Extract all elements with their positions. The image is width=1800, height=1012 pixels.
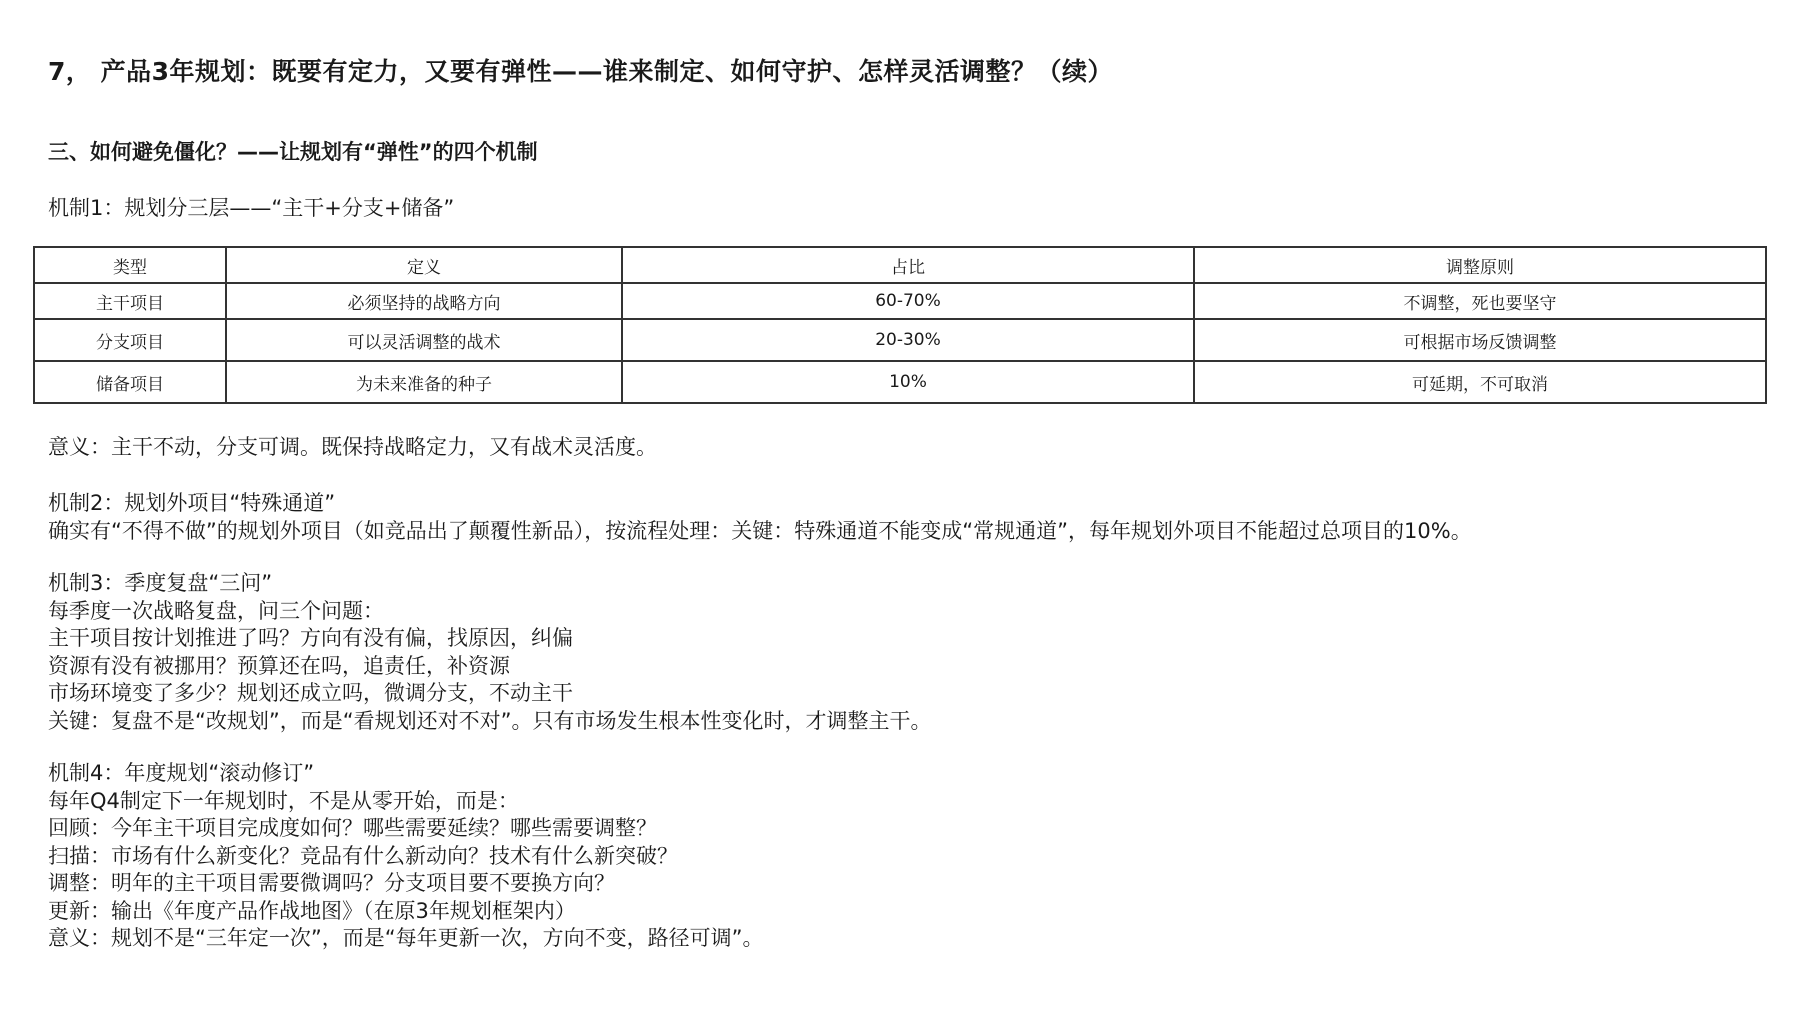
mechanism1-heading: 机制1：规划分三层——“主干+分支+储备” [48,196,455,220]
table-cell: 可根据市场反馈调整 [1194,319,1766,361]
table-cell: 储备项目 [34,361,226,403]
mechanism1-meaning: 意义：主干不动，分支可调。既保持战略定力，又有战术灵活度。 [48,435,657,459]
table-cell: 主干项目 [34,283,226,319]
mechanism2-heading: 机制2：规划外项目“特殊通道” [48,491,336,515]
table-cell: 必须坚持的战略方向 [226,283,622,319]
mechanism2-section [48,490,1472,545]
mechanism4-line: 每年Q4制定下一年规划时，不是从零开始，而是： [48,788,519,813]
table-header-cell: 定义 [226,247,622,283]
mechanism4-line: 扫描：市场有什么新变化？竞品有什么新动向？技术有什么新突破？ [48,843,678,868]
mechanism3-line: 每季度一次战略复盘，问三个问题： [48,598,384,623]
table-header-cell: 占比 [622,247,1194,283]
mechanism4-line: 调整：明年的主干项目需要微调吗？分支项目要不要换方向？ [48,871,615,895]
table-row [34,361,1766,403]
table-cell: 可延期，不可取消 [1194,361,1766,403]
table-cell: 可以灵活调整的战术 [226,319,622,361]
table-cell: 60-70% [622,283,1194,319]
table-header-row [34,247,1766,283]
table-cell: 20-30% [622,319,1194,361]
mechanism4-line: 意义：规划不是“三年定一次”，而是“每年更新一次，方向不变，路径可调”。 [48,926,764,950]
planning-layers-table [33,246,1767,404]
page-title: 7， 产品3年规划：既要有定力，又要有弹性——谁来制定、如何守护、怎样灵活调整？（续） [48,57,1113,86]
table-header-cell: 类型 [34,247,226,283]
table-row [34,319,1766,361]
table-header-cell: 调整原则 [1194,247,1766,283]
table-cell: 不调整，死也要坚守 [1194,283,1766,319]
mechanism4-section [48,760,764,953]
section-heading: 三、如何避免僵化？——让规划有“弹性”的四个机制 [48,140,538,164]
table-cell: 为未来准备的种子 [226,361,622,403]
mechanism3-line: 市场环境变了多少？规划还成立吗，微调分支，不动主干 [48,681,573,705]
mechanism3-line: 资源有没有被挪用？预算还在吗，追责任，补资源 [48,653,510,678]
table-row [34,283,1766,319]
table-cell: 10% [622,361,1194,403]
mechanism4-line: 更新：输出《年度产品作战地图》（在原3年规划框架内） [48,898,576,923]
mechanism3-line: 主干项目按计划推进了吗？方向有没有偏，找原因，纠偏 [48,626,573,650]
mechanism4-line: 回顾：今年主干项目完成度如何？哪些需要延续？哪些需要调整？ [48,816,657,840]
mechanism3-section [48,570,932,735]
mechanism4-heading: 机制4：年度规划“滚动修订” [48,761,315,785]
table-cell: 分支项目 [34,319,226,361]
mechanism3-heading: 机制3：季度复盘“三问” [48,571,273,595]
mechanism2-body: 确实有“不得不做”的规划外项目（如竞品出了颠覆性新品），按流程处理：关键：特殊通道不能变成“常规通道”，每年规划外项目不能超过总项目的10%。 [48,518,1472,543]
mechanism3-line: 关键：复盘不是“改规划”，而是“看规划还对不对”。只有市场发生根本性变化时，才调整主干。 [48,708,932,733]
